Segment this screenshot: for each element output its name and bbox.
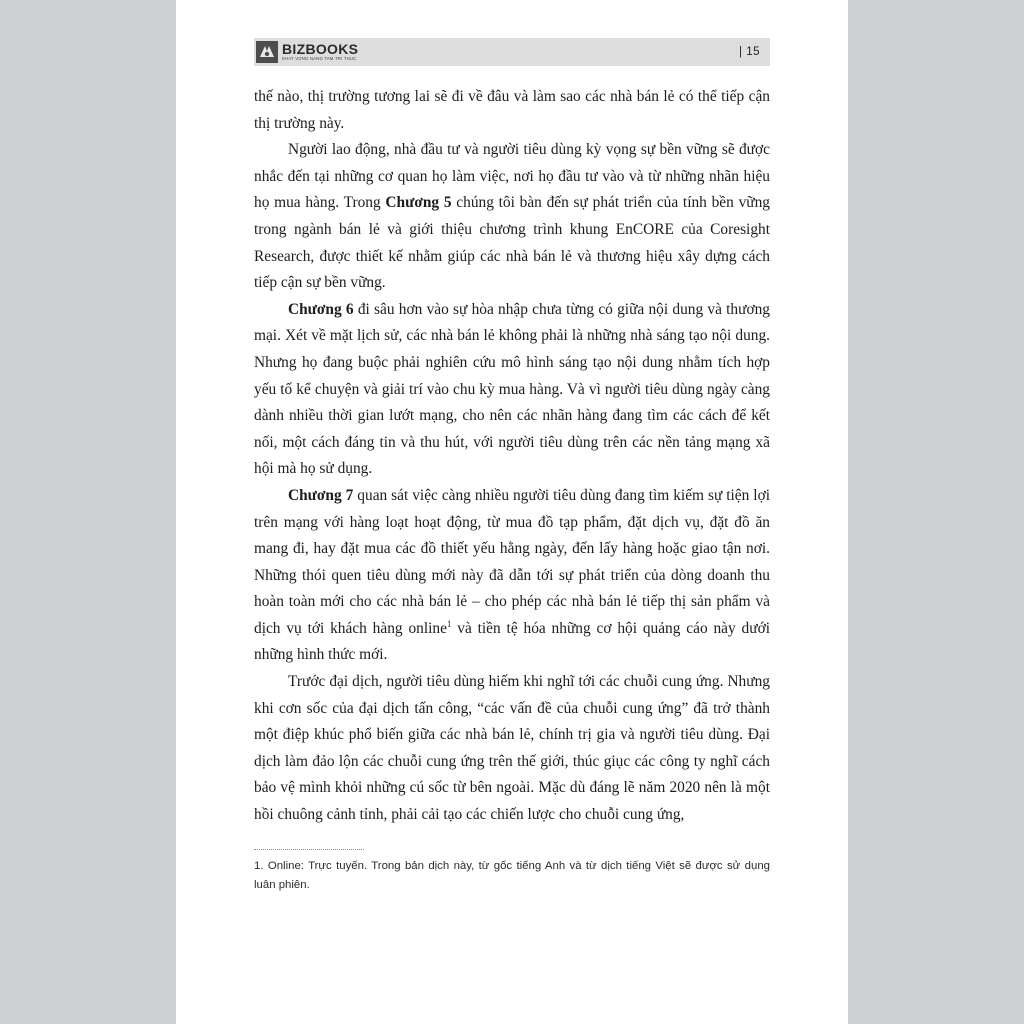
page-content xyxy=(254,38,770,895)
page-number: | 15 xyxy=(739,46,760,58)
body-paragraph xyxy=(254,137,770,297)
chapter-reference: Chương 6 xyxy=(288,300,354,318)
text-run: Người lao động, nhà đầu tư và người tiêu dùng kỳ vọng sự bền vững sẽ được nhắc đến tại những cơ quan họ làm việc, nơi họ đầu tư vào và từ những nhãn hiệu họ mua hàng. Trong xyxy=(254,141,770,212)
footnote-text: 1. Online: Trực tuyến. Trong bản dịch này, từ gốc tiếng Anh và từ dịch tiếng Việt sẽ được sử dụng luân phiên. xyxy=(254,859,770,891)
text-run: Trước đại dịch, người tiêu dùng hiếm khi nghĩ tới các chuỗi cung ứng. Nhưng khi cơn sốc của đại dịch tấn công, “các vấn đề của chuỗi cung ứng” đã trở thành một điệp khúc phổ biến giữa các nhà bán lẻ, chính trị gia và người tiêu dùng. Đại dịch làm đảo lộn các chuỗi cung ứng trên thế giới, thúc giục các công ty nghĩ cách bảo vệ mình khỏi những cú sốc từ bên ngoài. Mặc dù đáng lẽ năm 2020 nên là một hồi chuông cảnh tỉnh, phải cải tạo các chiến lược cho chuỗi cung ứng, xyxy=(254,673,770,824)
chapter-reference: Chương 7 xyxy=(288,486,354,504)
body-paragraph xyxy=(254,483,770,669)
page-body-text xyxy=(254,84,770,829)
text-run: quan sát việc càng nhiều người tiêu dùng đang tìm kiếm sự tiện lợi trên mạng với hàng loạt hoạt động, từ mua đồ tạp phẩm, đặt dịch vụ, đặt đồ ăn mang đi, hay đặt mua các đồ thiết yếu hằng ngày, đến lấy hàng hoặc giao tận nơi. Những thói quen tiêu dùng mới này đã dẫn tới sự phát triển của dòng doanh thu hoàn toàn mới cho các nhà bán lẻ – cho phép các nhà bán lẻ tiếp thị sản phẩm và dịch vụ tới khách hàng online xyxy=(254,486,770,637)
text-run: và tiền tệ hóa những cơ hội quảng cáo này dưới những hình thức mới. xyxy=(254,619,770,664)
publisher-logo xyxy=(254,38,358,66)
running-header xyxy=(254,38,770,66)
body-paragraph xyxy=(254,297,770,483)
publisher-name: BIZBOOKS xyxy=(282,41,359,58)
body-paragraph xyxy=(254,84,770,137)
footnote-marker[interactable]: 1 xyxy=(446,618,452,629)
body-paragraph xyxy=(254,669,770,829)
text-run: đi sâu hơn vào sự hòa nhập chưa từng có giữa nội dung và thương mại. Xét về mặt lịch sử, các nhà bán lẻ không phải là những nhà sáng tạo nội dung. Nhưng họ đang buộc phải nghiên cứu mô hình sáng tạo nội dung nhằm tích hợp yếu tố kể chuyện và giải trí vào chu kỳ mua hàng. Và vì người tiêu dùng ngày càng dành nhiều thời gian lướt mạng, cho nên các nhãn hàng đang tìm các cách để kết nối, một cách đáng tin và thu hút, với người tiêu dùng trên các nền tảng mạng xã hội mà họ sử dụng. xyxy=(254,300,770,478)
chapter-reference: Chương 5 xyxy=(385,194,452,212)
publisher-logo-text xyxy=(282,42,358,61)
book-page xyxy=(176,0,848,1024)
footnote-separator xyxy=(254,849,364,850)
publisher-tagline: KHAT VONG NANG TAM TRI THUC xyxy=(282,56,357,62)
text-run: chúng tôi bàn đến sự phát triển của tính bền vững trong ngành bán lẻ và giới thiệu chương trình khung EnCORE của Coresight Research, được thiết kế nhằm giúp các nhà bán lẻ và thương hiệu xây dựng cách tiếp cận sự bền vững. xyxy=(254,194,770,292)
text-run: thế nào, thị trường tương lai sẽ đi về đâu và làm sao các nhà bán lẻ có thể tiếp cận thị trường này. xyxy=(254,88,770,132)
bizbooks-logo-icon xyxy=(256,41,278,63)
